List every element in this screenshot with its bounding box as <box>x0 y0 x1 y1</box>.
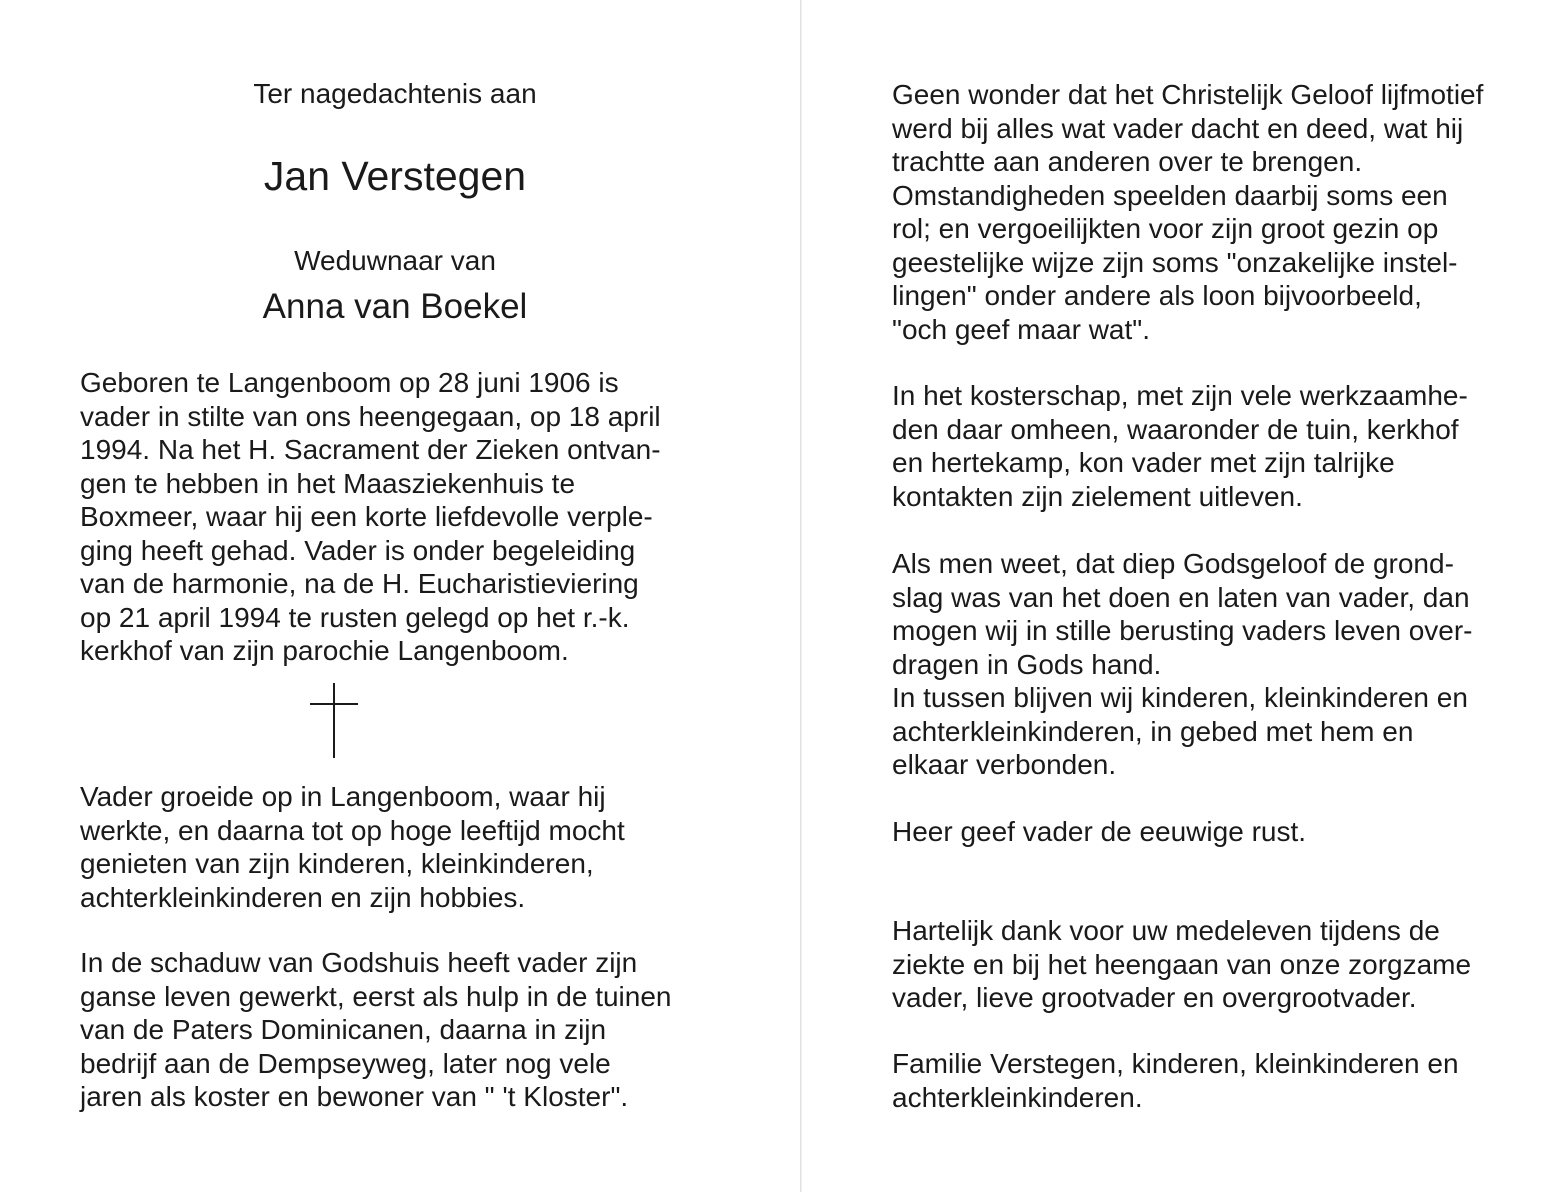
text-line: achterkleinkinderen, in gebed met hem en <box>892 715 1414 747</box>
faith-paragraph <box>892 78 1483 346</box>
text-line: Omstandigheden speelden daarbij soms een <box>892 179 1448 211</box>
text-line: Geboren te Langenboom op 28 juni 1906 is <box>80 367 619 398</box>
text-line: In de schaduw van Godshuis heeft vader zijn <box>80 947 638 978</box>
text-line: "och geef maar wat". <box>892 313 1151 345</box>
text-line: den daar omheen, waaronder de tuin, kerkhof <box>892 413 1459 445</box>
text-line: bedrijf aan de Dempseyweg, later nog vele <box>80 1047 611 1079</box>
card-fold <box>800 0 802 1192</box>
text-line: Vader groeide op in Langenboom, waar hij <box>80 781 606 812</box>
text-line: werkte, en daarna tot op hoge leeftijd mocht <box>80 814 625 846</box>
text-line: genieten van zijn kinderen, kleinkinderen, <box>80 848 594 879</box>
work-paragraph <box>80 946 672 1114</box>
sexton-paragraph <box>892 379 1468 513</box>
text-line: Geen wonder dat het Christelijk Geloof lijfmotief <box>892 79 1484 110</box>
widower-label: Weduwnaar van <box>294 245 496 276</box>
text-line: ging heeft gehad. Vader is onder begeleiding <box>80 534 636 566</box>
text-line: Heer geef vader de eeuwige rust. <box>892 816 1307 847</box>
text-line: elkaar verbonden. <box>892 749 1117 780</box>
text-line: rol; en vergoeilijkten voor zijn groot gezin op <box>892 213 1439 244</box>
text-line: trachtte aan anderen over te brengen. <box>892 146 1363 177</box>
intro-text: Ter nagedachtenis aan <box>253 78 537 109</box>
text-line: vader, lieve grootvader en overgrootvader. <box>892 982 1417 1013</box>
right-page <box>804 0 1543 1192</box>
text-line: lingen" onder andere als loon bijvoorbeeld, <box>892 280 1422 311</box>
text-line: vader in stilte van ons heengegaan, op 18 april <box>80 400 661 432</box>
text-line: jaren als koster en bewoner van " 't Kloster". <box>80 1081 629 1112</box>
text-line: slag was van het doen en laten van vader, dan <box>892 581 1470 613</box>
text-line: Hartelijk dank voor uw medeleven tijdens de <box>892 915 1440 946</box>
text-line: dragen in Gods hand. <box>892 648 1162 680</box>
biography-paragraph <box>80 366 661 668</box>
text-line: Boxmeer, waar hij een korte liefdevolle verple- <box>80 501 653 532</box>
text-line: achterkleinkinderen. <box>892 1081 1143 1113</box>
text-line: In het kosterschap, met zijn vele werkzaamhe- <box>892 380 1468 411</box>
text-line: mogen wij in stille berusting vaders leven over- <box>892 615 1473 646</box>
family-signature <box>892 1047 1459 1114</box>
text-line: geestelijke wijze zijn soms "onzakelijke instel- <box>892 246 1458 278</box>
text-line: kontakten zijn zielement uitleven. <box>892 480 1303 512</box>
text-line: kerkhof van zijn parochie Langenboom. <box>80 635 569 666</box>
text-line: Als men weet, dat diep Godsgeloof de grond- <box>892 548 1454 579</box>
text-line: van de harmonie, na de H. Eucharistieviering <box>80 568 639 599</box>
text-line: gen te hebben in het Maasziekenhuis te <box>80 467 576 499</box>
text-line: van de Paters Dominicanen, daarna in zijn <box>80 1014 607 1045</box>
text-line: werd bij alles wat vader dacht en deed, wat hij <box>892 112 1464 144</box>
text-line: 1994. Na het H. Sacrament der Zieken ontvan- <box>80 434 661 465</box>
text-line: en hertekamp, kon vader met zijn talrijke <box>892 447 1395 478</box>
thanks-paragraph <box>892 914 1471 1015</box>
prayer-line <box>892 815 1306 849</box>
text-line: Familie Verstegen, kinderen, kleinkinderen en <box>892 1048 1459 1079</box>
text-line: ziekte en bij het heengaan van onze zorgzame <box>892 948 1472 980</box>
spouse-name: Anna van Boekel <box>262 287 528 326</box>
text-line: achterkleinkinderen en zijn hobbies. <box>80 881 526 913</box>
text-line: op 21 april 1994 te rusten gelegd op het r.-k. <box>80 601 630 633</box>
deceased-name: Jan Verstegen <box>263 153 527 199</box>
youth-paragraph <box>80 780 625 914</box>
text-line: In tussen blijven wij kinderen, kleinkinderen en <box>892 682 1468 713</box>
cross-icon <box>310 683 358 758</box>
text-line: ganse leven gewerkt, eerst als hulp in de tuinen <box>80 980 672 1012</box>
remembrance-paragraph <box>892 547 1473 782</box>
